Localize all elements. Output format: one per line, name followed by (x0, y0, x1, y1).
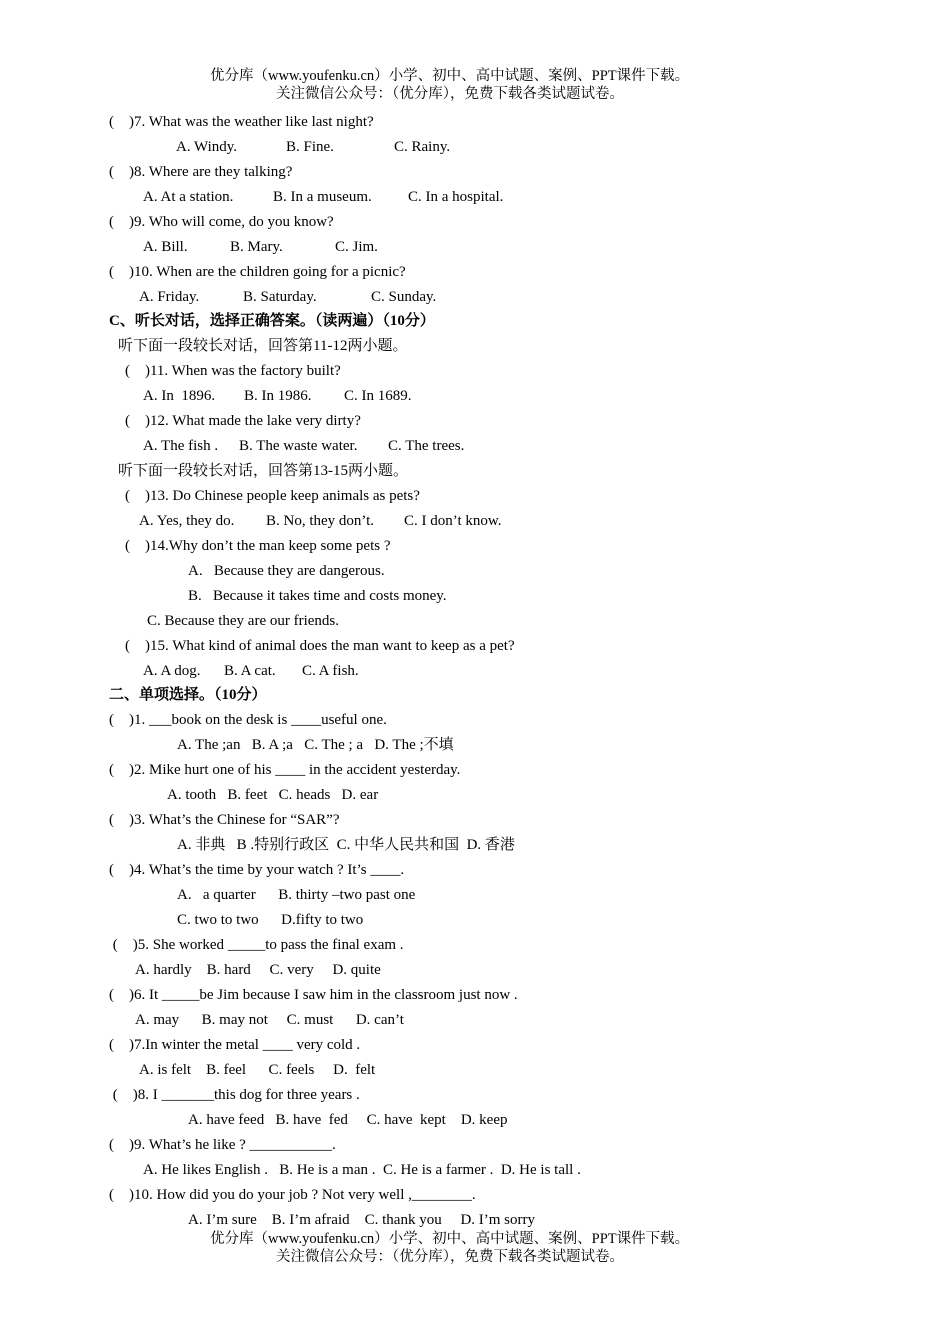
option-c14-c: C. Because they are our friends. (147, 613, 340, 629)
section-c-intro-2: 听下面一段较长对话，回答第13-15两小题。 (118, 463, 408, 479)
option-b8-a: A. At a station. (143, 189, 234, 205)
option-b9-c: C. Jim. (335, 239, 378, 255)
option-c11-b: B. In 1986. (244, 388, 312, 404)
question-b9: ( )9. Who will come, do you know? (109, 214, 334, 230)
question-2-7: ( )7.In winter the metal ____ very cold . (109, 1037, 361, 1053)
option-c11-a: A. In 1896. (143, 388, 216, 404)
options-2-4-row2: C. two to two D.fifty to two (177, 912, 364, 928)
question-b8: ( )8. Where are they talking? (109, 164, 293, 180)
options-2-10: A. I’m sure B. I’m afraid C. thank you D. I’m sorry (188, 1212, 536, 1228)
question-2-1: ( )1. ___book on the desk is ____useful one. (109, 712, 387, 728)
option-b10-b: B. Saturday. (243, 289, 317, 305)
option-c13-c: C. I don’t know. (404, 513, 502, 529)
option-c15-c: C. A fish. (302, 663, 359, 679)
section-c-heading: C、听长对话，选择正确答案。（读两遍）（10分） (109, 313, 435, 329)
option-c14-a: A. Because they are dangerous. (188, 563, 385, 579)
option-b7-c: C. Rainy. (394, 139, 451, 155)
option-b10-c: C. Sunday. (371, 289, 437, 305)
question-b10: ( )10. When are the children going for a picnic? (109, 264, 406, 280)
options-2-2: A. tooth B. feet C. heads D. ear (167, 787, 379, 803)
options-2-5: A. hardly B. hard C. very D. quite (135, 962, 381, 978)
option-c15-a: A. A dog. (143, 663, 201, 679)
question-2-9: ( )9. What’s he like ? ___________. (109, 1137, 336, 1153)
options-2-3: A. 非典 B .特别行政区 C. 中华人民共和国 D. 香港 (177, 837, 515, 853)
option-b8-c: C. In a hospital. (408, 189, 504, 205)
options-2-4-row1: A. a quarter B. thirty –two past one (177, 887, 416, 903)
question-c14: ( )14.Why don’t the man keep some pets ? (125, 538, 391, 554)
question-2-5: ( )5. She worked _____to pass the final exam . (109, 937, 404, 953)
question-2-6: ( )6. It _____be Jim because I saw him in the classroom just now . (109, 987, 518, 1003)
question-2-2: ( )2. Mike hurt one of his ____ in the accident yesterday. (109, 762, 461, 778)
footer-line-1: 优分库（www.youfenku.cn）小学、初中、高中试题、案例、PPT课件下载。 (210, 1231, 690, 1247)
option-c13-b: B. No, they don’t. (266, 513, 375, 529)
option-b10-a: A. Friday. (139, 289, 200, 305)
option-c12-b: B. The waste water. (239, 438, 358, 454)
options-2-8: A. have feed B. have fed C. have kept D. keep (188, 1112, 508, 1128)
option-b8-b: B. In a museum. (273, 189, 372, 205)
option-c15-b: B. A cat. (224, 663, 276, 679)
footer-line-2: 关注微信公众号：（优分库），免费下载各类试题试卷。 (276, 1249, 624, 1265)
header-line-1: 优分库（www.youfenku.cn）小学、初中、高中试题、案例、PPT课件下载。 (210, 68, 690, 84)
options-2-7: A. is felt B. feel C. feels D. felt (139, 1062, 376, 1078)
question-c15: ( )15. What kind of animal does the man want to keep as a pet? (125, 638, 515, 654)
question-2-10: ( )10. How did you do your job ? Not very well ,________. (109, 1187, 476, 1203)
option-c14-b: B. Because it takes time and costs money. (188, 588, 447, 604)
option-c12-c: C. The trees. (388, 438, 465, 454)
options-2-6: A. may B. may not C. must D. can’t (135, 1012, 404, 1028)
option-c11-c: C. In 1689. (344, 388, 412, 404)
section-c-intro-1: 听下面一段较长对话，回答第11-12两小题。 (118, 338, 408, 354)
option-b9-a: A. Bill. (143, 239, 188, 255)
option-c13-a: A. Yes, they do. (139, 513, 235, 529)
option-c12-a: A. The fish . (143, 438, 219, 454)
options-2-9: A. He likes English . B. He is a man . C. He is a farmer . D. He is tall . (143, 1162, 581, 1178)
header-line-2: 关注微信公众号：（优分库），免费下载各类试题试卷。 (276, 86, 624, 102)
option-b7-b: B. Fine. (286, 139, 334, 155)
options-2-1: A. The ;an B. A ;a C. The ; a D. The ;不填 (177, 737, 454, 753)
question-2-3: ( )3. What’s the Chinese for “SAR”? (109, 812, 340, 828)
question-c12: ( )12. What made the lake very dirty? (125, 413, 361, 429)
question-2-4: ( )4. What’s the time by your watch ? It’s ____. (109, 862, 405, 878)
question-c13: ( )13. Do Chinese people keep animals as pets? (125, 488, 420, 504)
question-2-8: ( )8. I _______this dog for three years . (109, 1087, 360, 1103)
option-b7-a: A. Windy. (176, 139, 238, 155)
section-2-heading: 二、单项选择。（10分） (109, 687, 267, 703)
option-b9-b: B. Mary. (230, 239, 283, 255)
question-b7: ( )7. What was the weather like last night? (109, 114, 374, 130)
question-c11: ( )11. When was the factory built? (125, 363, 341, 379)
